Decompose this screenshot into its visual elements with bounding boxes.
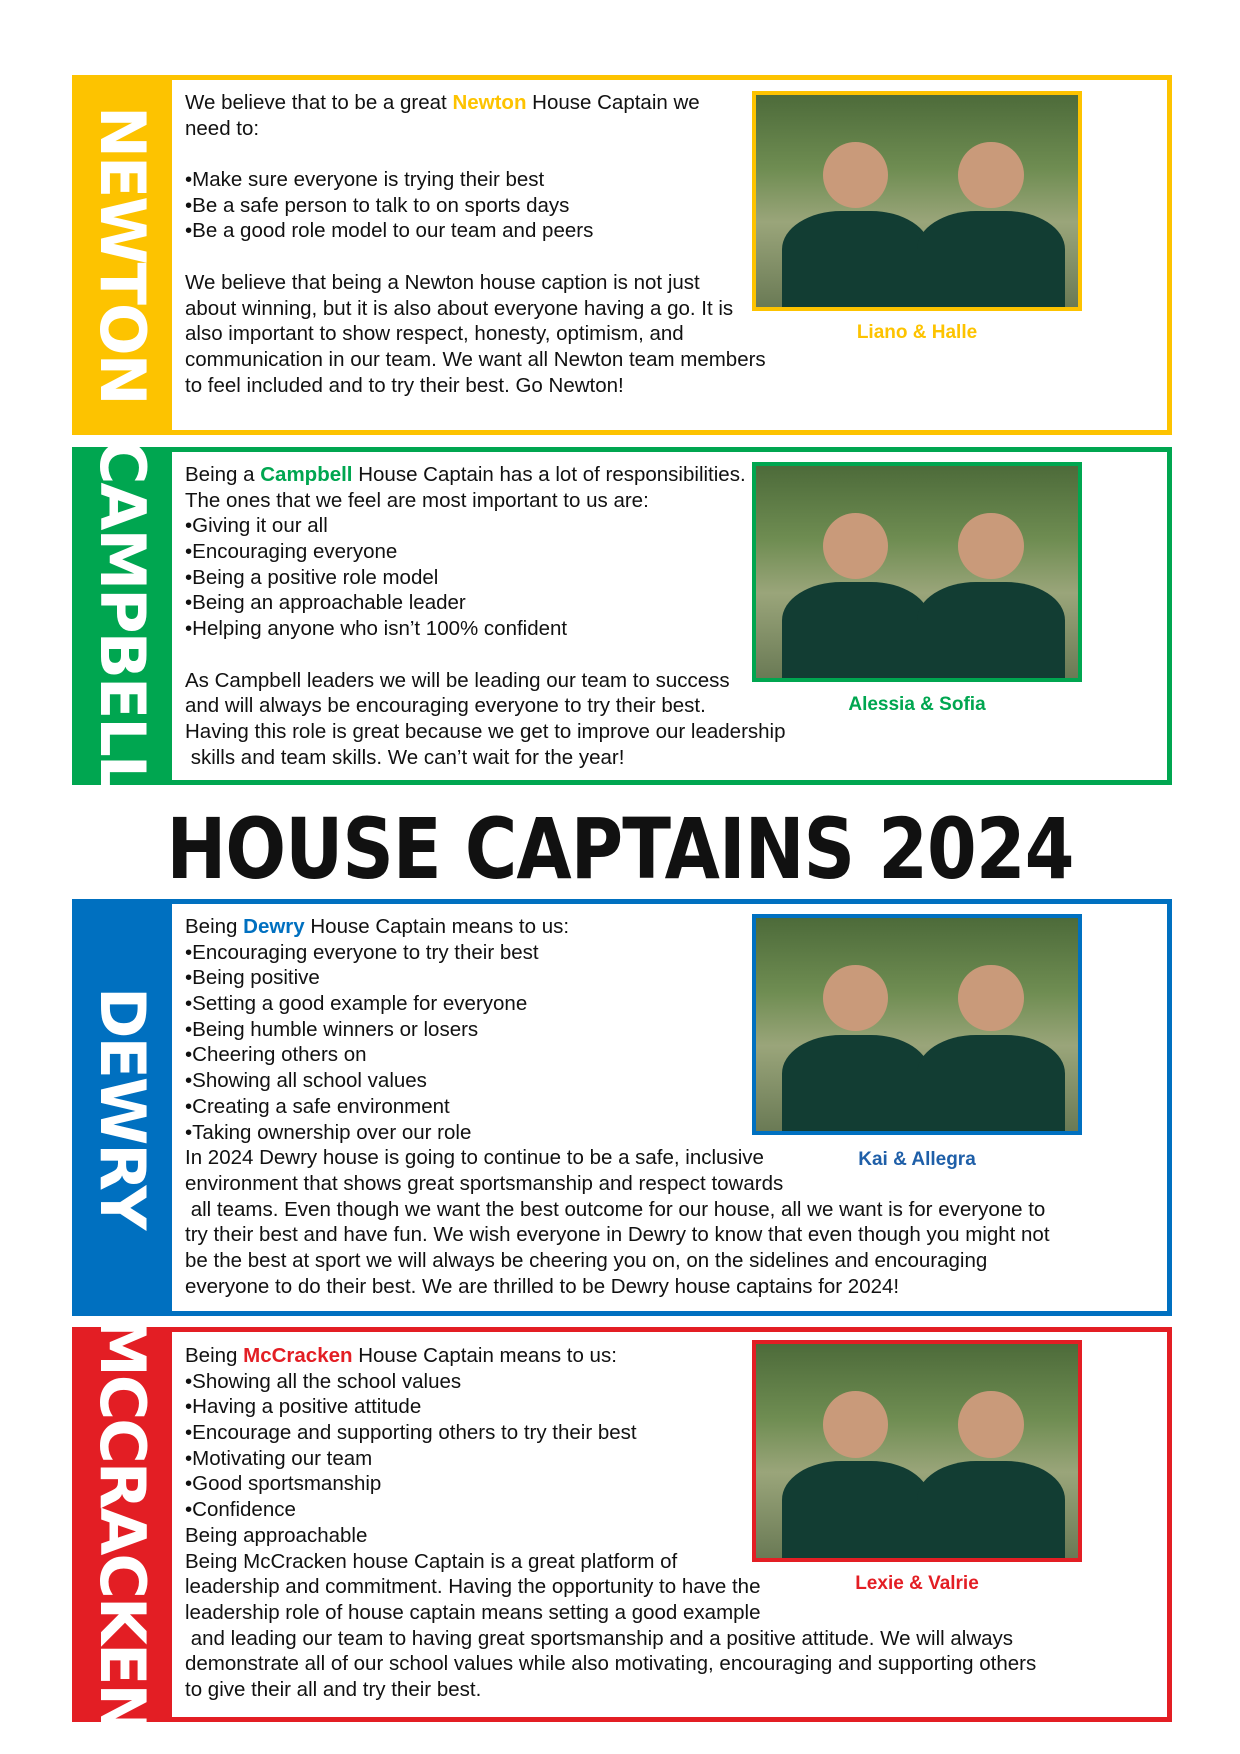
text-line: •Showing all the school values [185,1369,462,1393]
text-line: Being approachable [185,1523,368,1547]
text-line: •Being a positive role model [185,565,439,589]
text-line: As Campbell leaders we will be leading our team to success [185,668,730,692]
text-fragment: Being [185,1344,244,1367]
captain-figure [917,1391,1065,1558]
text-line: about winning, but it is also about everyone having a go. It is [185,296,734,320]
house-name-label: NEWTON [86,106,159,404]
text-line: •Encouraging everyone to try their best [185,940,539,964]
captains-photo [752,1340,1082,1562]
text-line: •Cheering others on [185,1043,367,1067]
text-line: and will always be encouraging everyone to try their best. [185,694,706,718]
captain-figure [782,1391,930,1558]
captains-names: Kai & Allegra [858,1149,976,1170]
captains-photo [752,462,1082,682]
text-line: •Setting a good example for everyone [185,992,528,1016]
house-name-label: MCCRACKEN [86,1315,159,1734]
text-line: •Encourage and supporting others to try their best [185,1421,637,1445]
text-line: try their best and have fun. We wish everyone in Dewry to know that even though you might not [185,1223,1050,1247]
captain-uniform [782,211,930,307]
text-line: demonstrate all of our school values while also motivating, encouraging and supporting others [185,1652,1037,1676]
text-line: Having this role is great because we get to improve our leadership [185,719,786,743]
text-line: all teams. Even though we want the best outcome for our house, all we want is for everyone to [185,1197,1046,1221]
captain-figure [782,965,930,1131]
captain-figure [782,142,930,307]
captain-uniform [917,582,1065,678]
captain-uniform [917,211,1065,307]
house-name-label: CAMPBELL [86,439,159,793]
text-line: communication in our team. We want all Newton team members [185,347,766,371]
house-name-highlight: Dewry [243,915,305,938]
captains-photo [752,91,1082,311]
text-line: to feel included and to try their best. Go Newton! [185,373,624,397]
house-name-highlight: Campbell [260,463,353,486]
text-line: be the best at sport we will always be cheering you on, on the sidelines and encouraging [185,1248,988,1272]
text-line: •Motivating our team [185,1446,373,1470]
house-banner [72,75,172,435]
text-line: •Good sportsmanship [185,1472,382,1496]
text-line [185,642,786,668]
house-name-highlight: McCracken [243,1344,353,1367]
house-banner [72,439,172,793]
captain-uniform [917,1461,1065,1558]
text-line: Being McCracken house Captain is a great platform of [185,1549,678,1573]
house-name-highlight: Newton [452,91,527,114]
text-line: need to: [185,116,260,140]
house-banner [72,1315,172,1734]
text-line: •Be a good role model to our team and peers [185,219,594,243]
text-line: also important to show respect, honesty, optimism, and [185,322,684,346]
captains-names: Alessia & Sofia [848,694,986,715]
captain-head [958,1391,1023,1458]
text-line: leadership role of house captain means setting a good example [185,1600,761,1624]
house-name-label: DEWRY [86,986,159,1229]
text-fragment: House Captain means to us: [304,915,570,938]
text-fragment: House Captain means to us: [352,1344,617,1367]
captain-uniform [917,1035,1065,1131]
text-line: We believe that being a Newton house caption is not just [185,270,700,294]
text-line: The ones that we feel are most important to us are: [185,488,649,512]
text-fragment: Being [185,915,244,938]
text-line: •Be a safe person to talk to on sports days [185,193,570,217]
text-line: •Taking ownership over our role [185,1120,472,1144]
captain-figure [917,142,1065,307]
captain-head [958,142,1023,208]
captain-figure [917,513,1065,678]
text-line [185,244,766,270]
text-line: skills and team skills. We can’t wait for the year! [185,745,625,769]
text-line: •Being an approachable leader [185,591,466,615]
text-line: leadership and commitment. Having the opportunity to have the [185,1575,761,1599]
text-fragment: House Captain has a lot of responsibilities. [352,463,746,486]
text-line [185,90,766,116]
captains-names: Lexie & Valrie [855,1573,979,1594]
text-line: •Confidence [185,1498,296,1522]
text-line: •Being humble winners or losers [185,1017,479,1041]
house-description [185,90,766,398]
page-title: HOUSE CAPTAINS 2024 [166,800,1074,898]
captain-head [958,513,1023,579]
text-fragment: House Captain we [526,91,700,114]
text-line: •Having a positive attitude [185,1395,422,1419]
captain-uniform [782,1461,930,1558]
text-line: In 2024 Dewry house is going to continue to be a safe, inclusive [185,1146,764,1170]
text-line [185,462,786,488]
text-line: •Being positive [185,966,320,990]
captain-figure [917,965,1065,1131]
text-fragment: Being a [185,463,261,486]
text-line: everyone to do their best. We are thrilled to be Dewry house captains for 2024! [185,1274,900,1298]
captains-photo [752,914,1082,1135]
captain-head [823,1391,888,1458]
text-line: •Creating a safe environment [185,1094,450,1118]
captain-head [958,965,1023,1031]
captain-head [823,142,888,208]
text-line: •Encouraging everyone [185,540,398,564]
text-line: and leading our team to having great sportsmanship and a positive attitude. We will always [185,1626,1014,1650]
text-line: •Showing all school values [185,1069,427,1093]
house-description [185,462,786,770]
text-line: •Helping anyone who isn’t 100% confident [185,617,568,641]
text-line: •Make sure everyone is trying their best [185,168,545,192]
house-banner [72,899,172,1316]
captain-uniform [782,582,930,678]
text-line: environment that shows great sportsmanship and respect towards [185,1171,784,1195]
text-fragment: We believe that to be a great [185,91,453,114]
text-line: to give their all and try their best. [185,1677,482,1701]
text-line: •Giving it our all [185,514,328,538]
text-line [185,141,766,167]
captain-head [823,513,888,579]
captain-figure [782,513,930,678]
captain-head [823,965,888,1031]
captain-uniform [782,1035,930,1131]
captains-names: Liano & Halle [856,322,978,343]
